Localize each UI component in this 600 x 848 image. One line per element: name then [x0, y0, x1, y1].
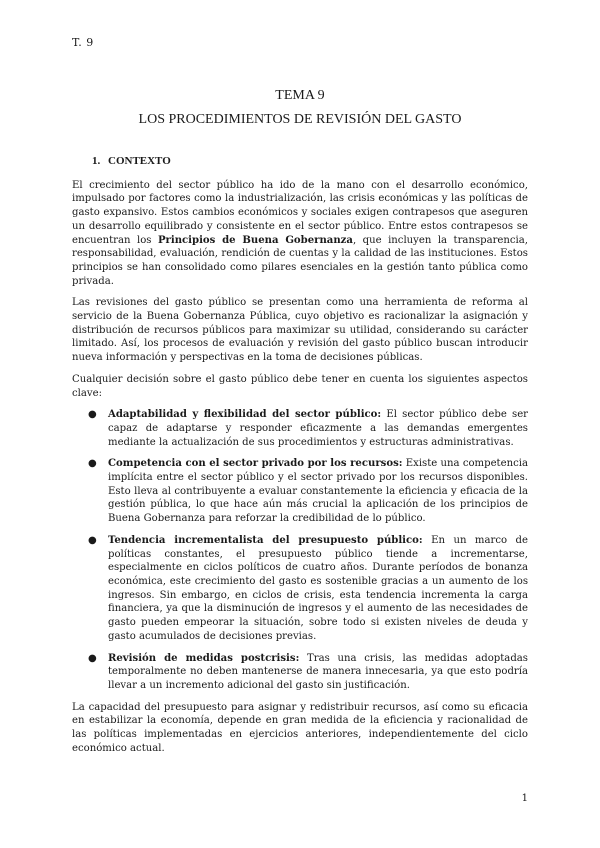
paragraph-1 [72, 179, 528, 289]
page-number: 1 [521, 793, 528, 804]
section-title: CONTEXTO [108, 155, 171, 167]
page-subtitle: LOS PROCEDIMIENTOS DE REVISIÓN DEL GASTO [138, 112, 462, 127]
list-item [72, 408, 528, 449]
paragraph-1-text-b: , que incluyen la transparencia, responsabilidad, evaluación, rendición de cuentas y la calidad de las instituciones. Estos principios se han consolidado como pilares esenciales en la gestión tanto pública como privada. [72, 234, 529, 287]
list-item-title: Adaptabilidad y flexibilidad del sector público: [108, 409, 382, 421]
section-number: 1. [92, 155, 101, 167]
bullet-icon: ● [88, 652, 97, 664]
list-item-title: Revisión de medidas postcrisis: [108, 652, 300, 664]
list-item [72, 457, 528, 526]
list-item [72, 534, 528, 644]
paragraph-1-text-a: El crecimiento del sector público ha ido de la mano con el desarrollo económico, impulsado por factores como la industrialización, las crisis económicas y las políticas de gasto expansivo. Estos cambios económicos y sociales exigen contrapesos que aseguren un desarrollo equilibrado y consistente en el sector público. Entre estos contrapesos se encuentran los [72, 179, 528, 246]
header-code: T. 9 [72, 36, 94, 49]
bullet-icon: ● [88, 458, 97, 470]
list-item-title: Competencia con el sector privado por los recursos: [108, 458, 403, 470]
paragraph-2: Las revisiones del gasto público se presentan como una herramienta de reforma al servicio de la Buena Gobernanza Pública, cuyo objetivo es racionalizar la asignación y distribución de recursos públicos para maximizar su utilidad, considerando su carácter limitado. Así, los procesos de evaluación y revisión del gasto público buscan introducir nueva información y perspectivas en la toma de decisiones públicas. [72, 297, 528, 364]
title-block [72, 88, 528, 128]
list-item-text: El sector público debe ser capaz de adaptarse y responder eficazmente a las demandas emergentes mediante la actualización de sus procedimientos y estructuras administrativas. [108, 409, 528, 448]
list-item-text: En un marco de políticas constantes, el presupuesto público tiende a incrementarse, especialmente en ciclos políticos de cuatro años. Durante períodos de bonanza económica, este crecimiento del gasto es sostenible gracias a un aumento de los ingresos. Sin embargo, en ciclos de crisis, esta tendencia incrementa la carga financiera, ya que la disminución de ingresos y el aumento de las necesidades de gasto pueden empeorar la situación, sobre todo si existen niveles de deuda y gasto acumulados de decisiones previas. [108, 534, 528, 642]
paragraph-4: La capacidad del presupuesto para asignar y redistribuir recursos, así como su eficacia en estabilizar la economía, depende en gran medida de la eficiencia y racionalidad de las políticas implementadas en ejercicios anteriores, independientemente del ciclo económico actual. [72, 701, 528, 754]
paragraph-1-bold: Principios de Buena Gobernanza [157, 234, 353, 246]
paragraph-3: Cualquier decisión sobre el gasto público debe tener en cuenta los siguientes aspectos clave: [72, 373, 528, 399]
list-item-title: Tendencia incrementalista del presupuesto público: [108, 534, 423, 546]
bullet-icon: ● [88, 409, 97, 421]
page-title: TEMA 9 [275, 88, 325, 103]
list-item-text: Existe una competencia implícita entre el sector público y el sector privado por los recursos disponibles. Esto lleva al contribuyente a evaluar constantemente la eficiencia y eficacia de la gestión pública, lo que hace aún más crucial la aplicación de los principios de Buena Gobernanza para reforzar la credibilidad de lo público. [108, 458, 528, 525]
bullet-icon: ● [88, 534, 97, 546]
document-body [72, 155, 528, 763]
key-aspects-list [72, 408, 528, 692]
list-item [72, 652, 528, 693]
section-heading [92, 155, 528, 169]
list-item-text: Tras una crisis, las medidas adoptadas temporalmente no deben mantenerse de manera innecesaria, ya que esto podría llevar a un incremento adicional del gasto sin justificación. [108, 652, 528, 691]
